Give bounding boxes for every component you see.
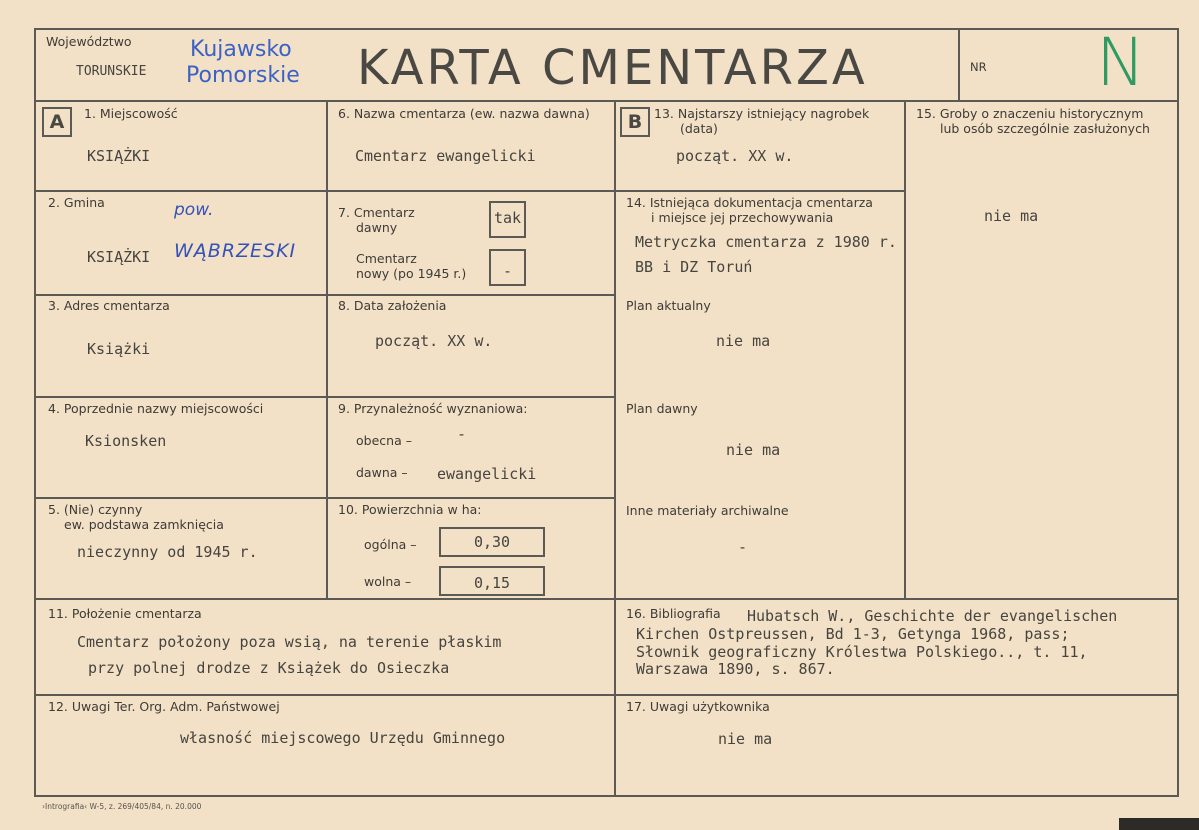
field-11-line-2: przy polnej drodze z Książek do Osieczka <box>88 659 450 677</box>
field-5-sublabel: ew. podstawa zamknięcia <box>64 517 224 532</box>
field-8-value: począt. XX w. <box>375 332 493 350</box>
card-title: KARTA CMENTARZA <box>357 40 868 96</box>
field-17-label: 17. Uwagi użytkownika <box>626 699 770 714</box>
header-divider <box>34 100 1179 102</box>
bottom-border <box>34 795 1179 797</box>
plan-aktualny-label: Plan aktualny <box>626 298 711 313</box>
col-divider-1 <box>326 100 328 600</box>
row-line-3 <box>34 396 616 398</box>
field-16-line-1: Hubatsch W., Geschichte der evangelischen <box>747 607 1118 625</box>
nr-label: NR <box>970 60 987 74</box>
scan-edge-shadow <box>1119 818 1199 830</box>
stamp-line-2: Pomorskie <box>186 63 300 88</box>
field-14-line-1: Metryczka cmentarza z 1980 r. <box>635 233 897 251</box>
wojewodztwo-label: Województwo <box>46 34 132 49</box>
field-10-label: 10. Powierzchnia w ha: <box>338 502 482 517</box>
field-3-value: Książki <box>87 340 151 358</box>
field-7-label: 7. Cmentarz <box>338 205 415 220</box>
field-15-value: nie ma <box>984 207 1039 225</box>
field-7-nowy-label: nowy (po 1945 r.) <box>356 266 467 281</box>
field-14-label: 14. Istniejąca dokumentacja cmentarza <box>626 195 873 210</box>
field-7-nowy-value: - <box>502 262 513 280</box>
field-5-value: nieczynny od 1945 r. <box>77 543 258 561</box>
plan-dawny-value: nie ma <box>726 441 781 459</box>
section-a-marker: A <box>42 107 72 137</box>
field-10-ogolna-value: 0,30 <box>473 533 511 551</box>
row-line-1 <box>34 190 616 192</box>
field-16-line-2: Kirchen Ostpreussen, Bd 1-3, Getynga 1968, pass; <box>636 625 1070 643</box>
col-divider-3 <box>904 100 906 600</box>
field-2-value: KSIĄŻKI <box>87 248 151 266</box>
field-13-label: 13. Najstarszy istniejący nagrobek <box>654 106 870 121</box>
field-6-value: Cmentarz ewangelicki <box>355 147 536 165</box>
field-4-label: 4. Poprzednie nazwy miejscowości <box>48 401 264 416</box>
field-13-value: począt. XX w. <box>676 147 794 165</box>
field-16-label: 16. Bibliografia <box>626 606 721 621</box>
field-9-obecna-label: obecna – <box>356 433 412 448</box>
field-4-value: Ksionsken <box>85 432 167 450</box>
field-15-sublabel: lub osób szczególnie zasłużonych <box>940 121 1150 136</box>
field-9-dawna-value: ewangelicki <box>437 465 537 483</box>
field-10-ogolna-label: ogólna – <box>364 537 417 552</box>
stamp-line-1: Kujawsko <box>190 37 292 62</box>
field-11-label: 11. Położenie cmentarza <box>48 606 202 621</box>
col-divider-2 <box>614 100 616 795</box>
nr-divider <box>958 28 960 102</box>
field-3-label: 3. Adres cmentarza <box>48 298 170 313</box>
field-11-line-1: Cmentarz położony poza wsią, na terenie płaskim <box>77 633 502 651</box>
field-16-line-4: Warszawa 1890, s. 867. <box>636 660 835 678</box>
field-8-label: 8. Data założenia <box>338 298 447 313</box>
left-border <box>34 28 36 797</box>
top-border <box>34 28 1179 30</box>
field-10-wolna-label: wolna – <box>364 574 412 589</box>
field-1-value: KSIĄŻKI <box>87 147 151 165</box>
field-2-label: 2. Gmina <box>48 195 105 210</box>
field-14-sublabel: i miejsce jej przechowywania <box>651 210 834 225</box>
plan-aktualny-value: nie ma <box>716 332 771 350</box>
field-12-label: 12. Uwagi Ter. Org. Adm. Państwowej <box>48 699 280 714</box>
field-10-wolna-value: 0,15 <box>473 574 511 592</box>
field-7-cmentarz2-label: Cmentarz <box>356 251 417 266</box>
field-7-dawny-value: tak <box>493 209 522 227</box>
field-2-handwriting-pow: pow. <box>174 200 214 220</box>
field-14-line-2: BB i DZ Toruń <box>635 258 753 276</box>
field-2-handwriting-county: WĄBRZESKI <box>174 240 297 262</box>
right-border <box>1177 28 1179 797</box>
row-line-5 <box>34 598 1179 600</box>
section-b-marker: B <box>620 107 650 137</box>
printer-imprint: ›Intrografia‹ W-5, z. 269/405/84, n. 20.000 <box>42 802 202 811</box>
field-9-label: 9. Przynależność wyznaniowa: <box>338 401 528 416</box>
inne-materialy-value: - <box>738 538 748 556</box>
field-12-value: własność miejscowego Urzędu Gminnego <box>180 729 506 747</box>
row-line-1b <box>616 190 906 192</box>
field-5-label: 5. (Nie) czynny <box>48 502 143 517</box>
row-line-4 <box>34 497 616 499</box>
field-9-obecna-value: - <box>457 425 467 443</box>
field-1-label: 1. Miejscowość <box>84 106 178 121</box>
row-line-2 <box>34 294 616 296</box>
plan-dawny-label: Plan dawny <box>626 401 698 416</box>
field-16-line-3: Słownik geograficzny Królestwa Polskiego.., t. 11, <box>636 643 1088 661</box>
inne-materialy-label: Inne materiały archiwalne <box>626 503 789 518</box>
field-17-value: nie ma <box>718 730 773 748</box>
field-15-label: 15. Groby o znaczeniu historycznym <box>916 106 1144 121</box>
field-9-dawna-label: dawna – <box>356 465 408 480</box>
field-13-sublabel: (data) <box>680 121 718 136</box>
field-6-label: 6. Nazwa cmentarza (ew. nazwa dawna) <box>338 106 590 121</box>
nr-handwritten-mark: N <box>1096 24 1146 101</box>
field-7-dawny-label: dawny <box>356 220 398 235</box>
wojewodztwo-value: TORUNSKIE <box>76 64 147 79</box>
row-line-6 <box>34 694 1179 696</box>
